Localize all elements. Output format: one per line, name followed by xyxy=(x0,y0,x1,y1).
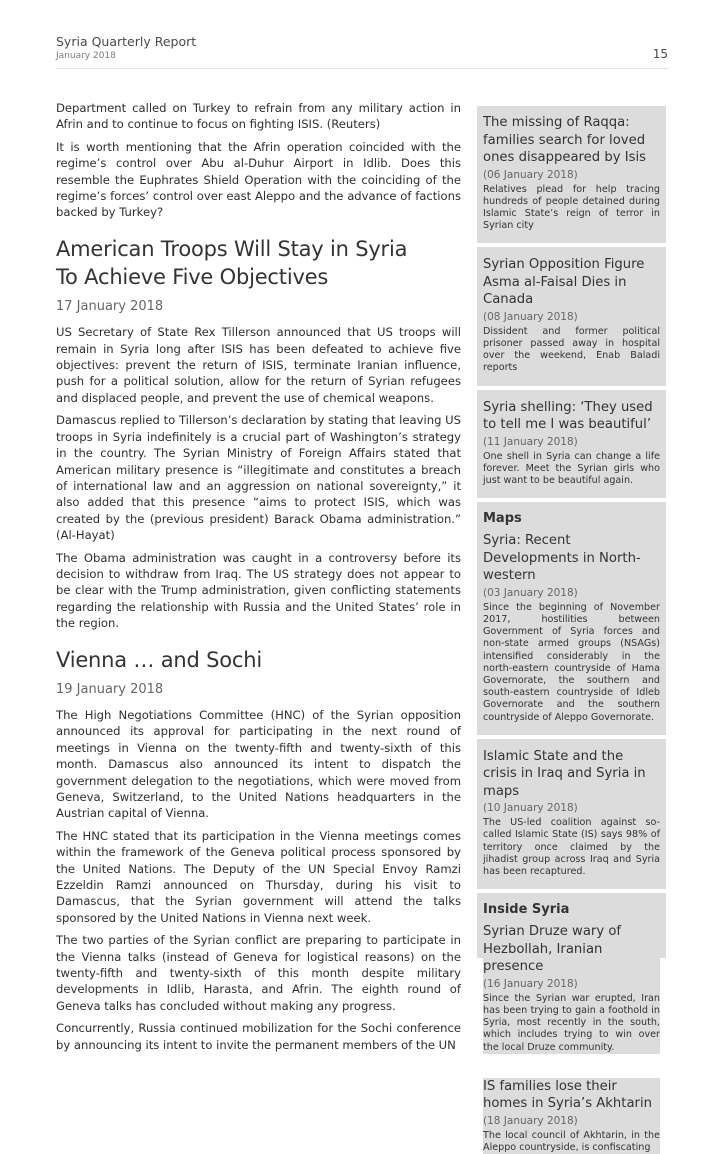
report-title: Syria Quarterly Report xyxy=(56,34,197,49)
paragraph: Department called on Turkey to refrain from any military action in Afrin and to continue to focus on fighting ISIS. (Reuters) xyxy=(56,101,461,132)
sidebar-news-item[interactable] xyxy=(483,1078,660,1154)
sidebar-item-desc: One shell in Syria can change a life forever. Meet the Syrian girls who just want to be beautiful again. xyxy=(483,450,660,487)
report-date: January 2018 xyxy=(56,51,116,61)
sidebar-item-title[interactable]: The missing of Raqqa: families search for loved ones disappeared by Isis xyxy=(483,115,646,165)
sidebar-item-title[interactable]: Islamic State and the crisis in Iraq and Syria in maps xyxy=(483,748,646,799)
sidebar-item-desc: Relatives plead for help tracing hundreds of people detained during Islamic State’s reign of terror in Syrian city xyxy=(483,183,660,232)
sidebar-section-heading: Maps xyxy=(483,511,522,527)
sidebar-item-date: (18 January 2018) xyxy=(483,1114,578,1127)
sidebar-news-item[interactable] xyxy=(483,923,660,1054)
paragraph: The Obama administration was caught in a controversy before its decision to withdraw from Iraq. The US strategy does not appear to be clear with the Trump administration, given conflicting statements regarding the relationship with Russia and the United States’ role in the region. xyxy=(56,550,461,631)
sidebar-item-desc: Since the Syrian war erupted, Iran has been trying to gain a foothold in Syria, most recently in the south, which includes trying to win over the local Druze community. xyxy=(483,992,660,1053)
page-header xyxy=(56,34,196,62)
article-title xyxy=(56,646,461,674)
paragraph: The HNC stated that its participation in the Vienna meetings comes within the framework of the Geneva political process sponsored by the United Nations. The Deputy of the UN Special Envoy Ramzi Ezzeldin Ramzi announced on Thursday, during his visit to Damascus, that the Syrian government will attend the talks sponsored by the United Nations in Vienna next week. xyxy=(56,828,461,925)
article-title-line: To Achieve Five Objectives xyxy=(56,264,329,289)
sidebar-item-date: (06 January 2018) xyxy=(483,168,578,181)
sidebar-item-desc: Since the beginning of November 2017, hostilities between Government of Syria forces and non-state armed groups (NSAGs) intensified considerably in the north-eastern countryside of Hama Governorate, the southern and south-eastern countryside of Idleb Governorate and the southern countryside of Aleppo Governorate. xyxy=(483,601,660,723)
sidebar-item-title[interactable]: Syrian Druze wary of Hezbollah, Iranian presence xyxy=(483,924,622,975)
main-column xyxy=(56,100,461,1059)
header-divider xyxy=(56,68,668,69)
article-date: 19 January 2018 xyxy=(56,681,164,697)
paragraph: It is worth mentioning that the Afrin operation coincided with the regime’s control over Abu al-Duhur Airport in Idlib. Does this resemble the Euphrates Shield Operation with the coinciding of the regime’s forces’ control over east Aleppo and the advance of factions backed by Turkey? xyxy=(56,139,461,220)
paragraph: Concurrently, Russia continued mobilization for the Sochi conference by announcing its intent to invite the permanent members of the UN xyxy=(56,1021,461,1052)
sidebar-item-date: (03 January 2018) xyxy=(483,586,578,599)
news-sidebar xyxy=(477,106,666,1153)
sidebar-divider xyxy=(477,498,666,502)
sidebar-item-desc: The local council of Akhtarin, in the Aleppo countryside, is confiscating xyxy=(483,1129,660,1153)
sidebar-section-heading: Inside Syria xyxy=(483,902,570,918)
article-title-line: Vienna … and Sochi xyxy=(56,647,262,672)
paragraph: US Secretary of State Rex Tillerson announced that US troops will remain in Syria long after ISIS has been defeated to achieve five objectives: prevent the return of ISIS, terminate Iranian influence, push for a political solution, allow for the return of Syrian refugees and displaced people, and prevent the use of chemical weapons. xyxy=(56,325,461,405)
sidebar-news-item[interactable] xyxy=(483,532,660,724)
sidebar-news-item[interactable] xyxy=(483,256,660,374)
article-date: 17 January 2018 xyxy=(56,298,164,314)
article-title xyxy=(56,235,461,291)
sidebar-news-item[interactable] xyxy=(483,748,660,879)
sidebar-news-item[interactable] xyxy=(483,399,660,488)
sidebar-item-date: (10 January 2018) xyxy=(483,802,578,815)
sidebar-item-date: (11 January 2018) xyxy=(483,435,578,448)
paragraph: Damascus replied to Tillerson’s declaration by stating that leaving US troops in Syria indefinitely is a crucial part of Washington’s strategy in the country. The Syrian Ministry of Foreign Affairs stated that American military presence is “illegitimate and constitutes a breach of international law and an aggression on national sovereignty,” it also added that this presence “aims to protect ISIS, which was created by the (previous president) Barack Obama administration.” (Al-Hayat) xyxy=(56,413,461,543)
sidebar-item-title[interactable]: IS families lose their homes in Syria’s Akhtarin xyxy=(483,1078,652,1112)
paragraph: The High Negotiations Committee (HNC) of the Syrian opposition announced its approval for participating in the next round of meetings in Vienna on the twenty-fifth and twenty-sixth of this month. Damascus also announced its intent to dispatch the government delegation to the negotiations, which were moved from Geneva, Switzerland, to the United Nations headquarters in the Austrian capital of Vienna. xyxy=(56,707,461,821)
sidebar-item-title[interactable]: Syrian Opposition Figure Asma al-Faisal Dies in Canada xyxy=(483,257,645,308)
sidebar-divider xyxy=(477,889,666,893)
sidebar-item-title[interactable]: Syria: Recent Developments in North-western xyxy=(483,533,641,584)
sidebar-item-date: (16 January 2018) xyxy=(483,977,578,990)
sidebar-divider xyxy=(477,386,666,390)
paragraph: The two parties of the Syrian conflict are preparing to participate in the Vienna talks (instead of Geneva for logistical reasons) on the twenty-fifth and twenty-sixth of this month despite military developments in Idlib, Harasta, and Afrin. The eighth round of Geneva talks has concluded without making any progress. xyxy=(56,933,461,1013)
sidebar-news-item[interactable] xyxy=(483,114,660,232)
sidebar-item-title[interactable]: Syria shelling: ‘They used to tell me I was beautiful’ xyxy=(483,399,653,433)
page-number: 15 xyxy=(652,47,668,61)
sidebar-item-desc: Dissident and former political prisoner passed away in hospital over the weekend, Enab Baladi reports xyxy=(483,325,660,374)
sidebar-divider xyxy=(477,243,666,247)
article-title-line: American Troops Will Stay in Syria xyxy=(56,236,408,261)
sidebar-item-desc: The US-led coalition against so-called Islamic State (IS) says 98% of territory once claimed by the jihadist group across Iraq and Syria has been recaptured. xyxy=(483,817,660,878)
sidebar-divider xyxy=(477,1065,666,1069)
sidebar-divider xyxy=(477,735,666,739)
sidebar-item-date: (08 January 2018) xyxy=(483,310,578,323)
